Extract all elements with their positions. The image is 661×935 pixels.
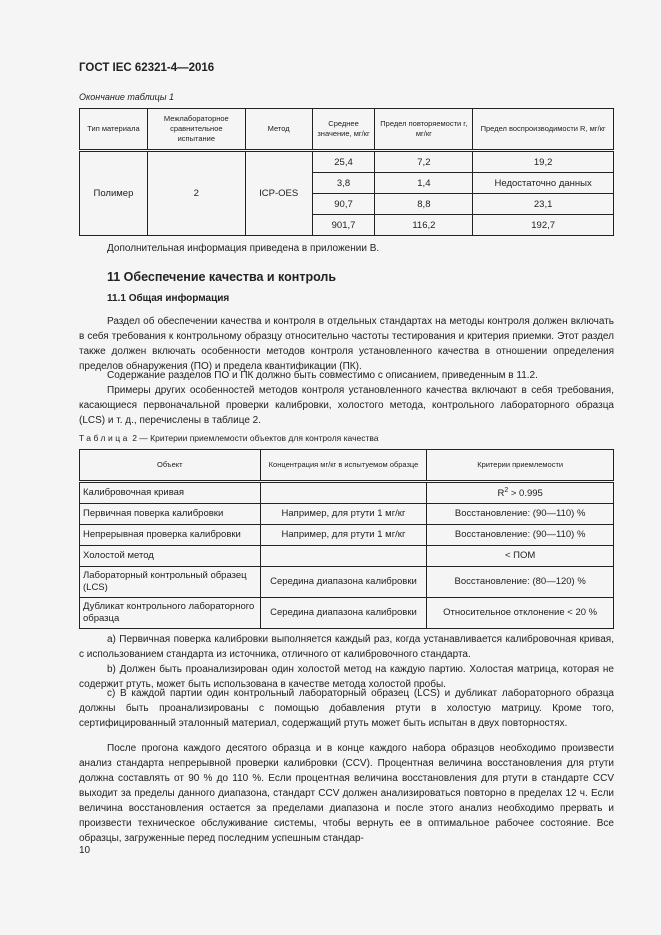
table2-concentration: Середина диапазона калибровки (260, 567, 427, 598)
table2-concentration: Например, для ртути 1 мг/кг (260, 504, 427, 525)
table2 (79, 449, 614, 629)
table1-caption: Окончание таблицы 1 (79, 92, 174, 102)
table2-concentration (260, 482, 427, 504)
paragraph: Раздел об обеспечении качества и контроля в отдельных стандартах на методы контроля должен включать в себя требования к контрольному образцу относительно частоты тестирования и критерия приемки. Этот раздел также должен включать особенности методов контроля установленного качества в отношении определения пределов обнаружения (ПО) и предела квантификации (ПК). (79, 316, 614, 372)
table2-caption-text: 2 — Критерии приемлемости объектов для контроля качества (132, 433, 379, 443)
subsection-title: 11.1 Общая информация (107, 293, 230, 304)
table2-object: Непрерывная проверка калибровки (80, 525, 261, 546)
list-item-c: c) В каждой партии один контрольный лабораторный образец (LCS) и дубликат лабораторного образца должны быть проанализированы с помощью добавления ртути в холостую матрицу. Кроме того, сертифицированный эталонный материал, содержащий ртуть может быть испытан в двух повторностях. (79, 688, 614, 729)
table2-header-object: Объект (80, 450, 261, 482)
table1-r: 7,2 (375, 151, 473, 173)
table2-object: Холостой метод (80, 546, 261, 567)
table2-caption-label: Таблица (79, 433, 130, 443)
table1-r: 1,4 (375, 173, 473, 194)
section-title: 11 Обеспечение качества и контроль (107, 270, 337, 284)
table-row (80, 567, 614, 598)
table1-note: Дополнительная информация приведена в приложении В. (107, 243, 380, 254)
table2-header-concentration: Концентрация мг/кг в испытуемом образце (260, 450, 427, 482)
table1-mean: 3,8 (312, 173, 375, 194)
table-row (80, 151, 614, 173)
paragraph: Содержание разделов ПО и ПК должно быть совместимо с описанием, приведенным в 11.2. (107, 370, 538, 381)
list-item-b: b) Должен быть проанализирован один холостой метод на каждую партию. Холостая матрица, которая не содержит ртуть, может быть использована в качестве метода холостой пробы. (79, 664, 614, 690)
table2-criteria: Относительное отклонение < 20 % (427, 598, 614, 629)
table1-header-mean: Среднее значение, мг/кг (312, 109, 375, 151)
table1-mean: 901,7 (312, 215, 375, 236)
table1-mean: 25,4 (312, 151, 375, 173)
table2-object: Первичная поверка калибровки (80, 504, 261, 525)
table-row (80, 504, 614, 525)
table2-object: Лабораторный контрольный образец (LCS) (80, 567, 261, 598)
paragraph: После прогона каждого десятого образца и в конце каждого набора образцов необходимо произвести анализ стандарта непрерывной проверки калибровки (CCV). Процентная величина восстановления для ртути должна составлять от 90 % до 110 %. Если процентная величина восстановления для ртути в стандарте CCV выходит за пределы данного диапазона, стандарт CCV должен анализироваться повторно в пределах 12 ч. Если величина восстановления остается за пределами диапазона и после этого анализ необходимо прервать и произвести техническое обслуживание системы, чтобы вернуть ее в оптимальное рабочее состояние. Все образцы, загруженные перед последним успешным стандар- (79, 743, 614, 844)
page-number: 10 (79, 845, 91, 856)
table-row (80, 482, 614, 504)
table1-mean: 90,7 (312, 194, 375, 215)
table1-header-method: Метод (245, 109, 312, 151)
table2-object: Калибровочная кривая (80, 482, 261, 504)
table1-interlab: 2 (147, 151, 245, 236)
table1 (79, 108, 614, 236)
table1-R: Недостаточно данных (473, 173, 614, 194)
table2-criteria (427, 482, 614, 504)
table2-caption (79, 433, 379, 443)
table2-criteria: Восстановление: (80—120) % (427, 567, 614, 598)
table1-method: ICP-OES (245, 151, 312, 236)
table2-concentration: Середина диапазона калибровки (260, 598, 427, 629)
table2-criteria: Восстановление: (90—110) % (427, 504, 614, 525)
table1-r: 116,2 (375, 215, 473, 236)
table2-concentration: Например, для ртути 1 мг/кг (260, 525, 427, 546)
document-id: ГОСТ IEC 62321-4—2016 (79, 62, 215, 74)
table2-criteria: < ПОМ (427, 546, 614, 567)
table1-material: Полимер (80, 151, 148, 236)
table2-criteria: Восстановление: (90—110) % (427, 525, 614, 546)
table2-concentration (260, 546, 427, 567)
paragraph: Примеры других особенностей методов контроля установленного качества включают в себя требования, касающиеся первоначальной проверки калибровки, холостого метода, контрольного лабораторного образца (LCS) и т. д., перечислены в таблице 2. (79, 385, 614, 426)
table1-header-interlab: Межлабораторное сравнительное испытание (147, 109, 245, 151)
table2-header-criteria: Критерии приемлемости (427, 450, 614, 482)
criteria-superscript: 2 (504, 487, 509, 495)
list-item-a: a) Первичная поверка калибровки выполняется каждый раз, когда устанавливается калибровочная кривая, с использованием стандарта из источника, отличного от калибровочного стандарта. (79, 634, 614, 660)
table1-header-material: Тип материала (80, 109, 148, 151)
table1-header-reproducibility: Предел воспроизводимости R, мг/кг (473, 109, 614, 151)
criteria-base: R (497, 488, 505, 500)
table1-R: 192,7 (473, 215, 614, 236)
table-row (80, 525, 614, 546)
table1-R: 23,1 (473, 194, 614, 215)
table1-header-repeatability: Предел повторяемости r, мг/кг (375, 109, 473, 151)
table-row (80, 598, 614, 629)
table1-R: 19,2 (473, 151, 614, 173)
table1-r: 8,8 (375, 194, 473, 215)
table2-object: Дубликат контрольного лабораторного образца (80, 598, 261, 629)
table-row (80, 546, 614, 567)
criteria-rest: > 0.995 (508, 488, 543, 500)
